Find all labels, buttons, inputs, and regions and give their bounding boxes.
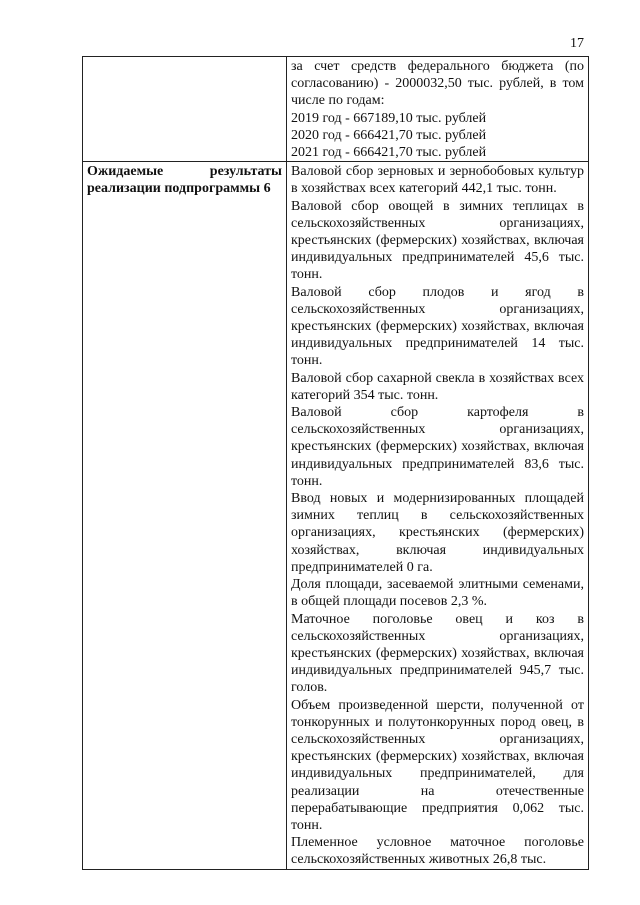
result-item-wool: Объем произведенной шерсти, полученной от тонкорунных и полутонкорунных пород овец, в сельскохозяйственных организациях, крестьянских (фермерских) хозяйствах, включая индивидуальных предпринимателей, для реализации на отечественные перерабатывающие предприятия 0,062 тыс. тонн. (291, 697, 584, 833)
funding-value-cell (287, 57, 589, 162)
table-row-funding (83, 57, 589, 162)
result-item-grain: Валовой сбор зерновых и зернобобовых культур в хозяйствах всех категорий 442,1 тыс. тонн. (291, 164, 584, 197)
result-item-greenhouse-vegetables: Валовой сбор овощей в зимних теплицах в сельскохозяйственных организациях, крестьянских (фермерских) хозяйствах, включая индивидуальных предпринимателей 45,6 тыс. тонн. (291, 198, 584, 283)
funding-total-text: за счет средств федерального бюджета (по согласованию) - 2000032,50 тыс. рублей, в том числе по годам: (291, 59, 584, 109)
funding-year-2020: 2020 год - 666421,70 тыс. рублей (291, 127, 487, 143)
result-item-breeding-livestock: Племенное условное маточное поголовье сельскохозяйственных животных 26,8 тыс. (291, 835, 584, 868)
result-item-greenhouse-area: Ввод новых и модернизированных площадей зимних теплиц в сельскохозяйственных организациях, крестьянских (фермерских) хозяйствах, включая индивидуальных предпринимателей 0 га. (291, 491, 584, 575)
funding-year-2021: 2021 год - 666421,70 тыс. рублей (291, 145, 487, 161)
result-item-elite-seeds: Доля площади, засеваемой элитными семенами, в общей площади посевов 2,3 %. (291, 577, 584, 610)
table-row-results (83, 162, 589, 869)
funding-label-cell (83, 57, 287, 162)
result-item-sugar-beet: Валовой сбор сахарной свекла в хозяйствах всех категорий 354 тыс. тонн. (291, 370, 584, 403)
results-label-cell: Ожидаемые результаты реализации подпрограммы 6 (83, 162, 287, 869)
result-item-fruits-berries: Валовой сбор плодов и ягод в сельскохозяйственных организациях, крестьянских (фермерских) хозяйствах, включая индивидуальных предпринимателей 14 тыс. тонн. (291, 284, 584, 369)
page-number: 17 (570, 36, 584, 51)
result-item-sheep-goats: Маточное поголовье овец и коз в сельскохозяйственных организациях, крестьянских (фермерских) хозяйствах, включая индивидуальных предпринимателей 945,7 тыс. голов. (291, 611, 584, 696)
results-value-cell (287, 162, 589, 869)
result-item-potatoes: Валовой сбор картофеля в сельскохозяйственных организациях, крестьянских (фермерских) хозяйствах, включая индивидуальных предпринимателей 83,6 тыс. тонн. (291, 405, 584, 489)
funding-year-2019: 2019 год - 667189,10 тыс. рублей (291, 110, 487, 126)
passport-table (82, 56, 589, 870)
